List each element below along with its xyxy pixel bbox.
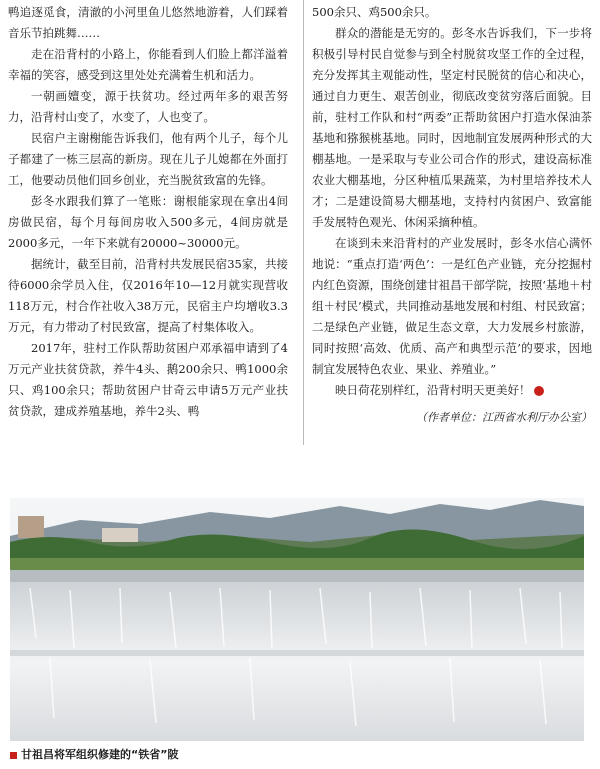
paragraph: 2017年，驻村工作队帮助贫困户邓承福申请到了4万元产业扶贫贷款，养牛4头、鹅200余只、鸭1000余只、鸡100余只；帮助贫困户甘奇云申请5万元产业扶贫贷款，建成养殖基地，养牛2头、鸭 bbox=[8, 341, 288, 418]
article-body bbox=[8, 0, 592, 455]
paragraph: 一朝画嬗变，源于扶贫功。经过两年多的艰苦努力，沿背村山变了，水变了，人也变了。 bbox=[8, 89, 288, 124]
left-column bbox=[8, 2, 288, 422]
paragraph: 走在沿背村的小路上，你能看到人们脸上都洋溢着幸福的笑容，感受到这里处处充满着生机和活力。 bbox=[8, 47, 288, 82]
caption-marker-icon bbox=[10, 752, 17, 759]
paragraph: 彭冬水跟我们算了一笔账：谢根能家现在拿出4间房做民宿，每个月每间房收入500多元，4间房就是2000多元，一年下来就有20000~30000元。 bbox=[8, 194, 288, 250]
paragraph: 500余只、鸡500余只。 bbox=[312, 5, 437, 19]
paragraph: 据统计，截至目前，沿背村共发展民宿35家，共接待6000余学员入住，仅2016年10—12月就实现营收118万元，村合作社收入38万元，民宿主户均增收3.3万元，有力带动了村民致富，提高了村集体收入。 bbox=[8, 257, 288, 334]
photo-illustration bbox=[10, 498, 584, 741]
cascading-water bbox=[10, 582, 584, 741]
second-step bbox=[10, 650, 584, 656]
farmhouse bbox=[102, 528, 138, 542]
closing-text: 映日荷花别样红，沿背村明天更美好！ bbox=[335, 383, 531, 397]
right-column-paragraphs bbox=[312, 2, 592, 380]
figure-caption bbox=[10, 746, 178, 762]
weir-crest bbox=[10, 570, 584, 584]
author-affiliation: （作者单位：江西省水利厅办公室） bbox=[416, 411, 592, 424]
farmhouse bbox=[18, 516, 44, 538]
weir-waterfall-photo bbox=[10, 498, 584, 741]
closing-line bbox=[312, 380, 592, 401]
end-mark-icon bbox=[534, 386, 544, 396]
paragraph: 鸭追逐觅食，清澈的小河里鱼儿悠然地游着，人们踩着音乐节拍跳舞…… bbox=[8, 5, 288, 40]
right-column bbox=[312, 2, 592, 428]
paragraph: 民宿户主谢榭能告诉我们，他有两个儿子，每个儿子都建了一栋三层高的新房。现在儿子儿媳都在外面打工，他要动员他们回乡创业，充当脱贫致富的先锋。 bbox=[8, 131, 288, 187]
paragraph: 在谈到未来沿背村的产业发展时，彭冬水信心满怀地说：“重点打造‘两色’：一是红色产业链，充分挖掘村内红色资源，围绕创建甘祖昌干部学院，按照‘基地＋村组＋村民’模式，共同推动基地发展和村组、村民致富；二是绿色产业链，做足生态文章，大力发展乡村旅游，同时按照‘高效、优质、高产和典型示范’的要求，因地制宜发展特色农业、果业、养殖业。” bbox=[312, 236, 592, 376]
caption-text: 甘祖昌将军组织修建的“铁省”陂 bbox=[21, 748, 179, 761]
column-divider bbox=[303, 0, 304, 445]
paragraph: 群众的潜能是无穷的。彭冬水告诉我们，下一步将积极引导村民自觉参与到全村脱贫攻坚工作的全过程，充分发挥其主观能动性，坚定村民脱贫的信心和决心，通过自力更生、艰苦创业，彻底改变贫穷落后面貌。目前，驻村工作队和村“两委”正帮助贫困户打造水保油茶基地和猕猴桃基地。同时，因地制宜发展两种形式的大棚基地。一是采取与专业公司合作的形式，建设高标准农业大棚基地，分区种植瓜果蔬菜，为村里培养技术人才；二是建设简易大棚基地，支持村内贫困户、致富能手发展特色观光、休闲采摘种植。 bbox=[312, 26, 592, 229]
riverbank-grass bbox=[10, 558, 584, 570]
